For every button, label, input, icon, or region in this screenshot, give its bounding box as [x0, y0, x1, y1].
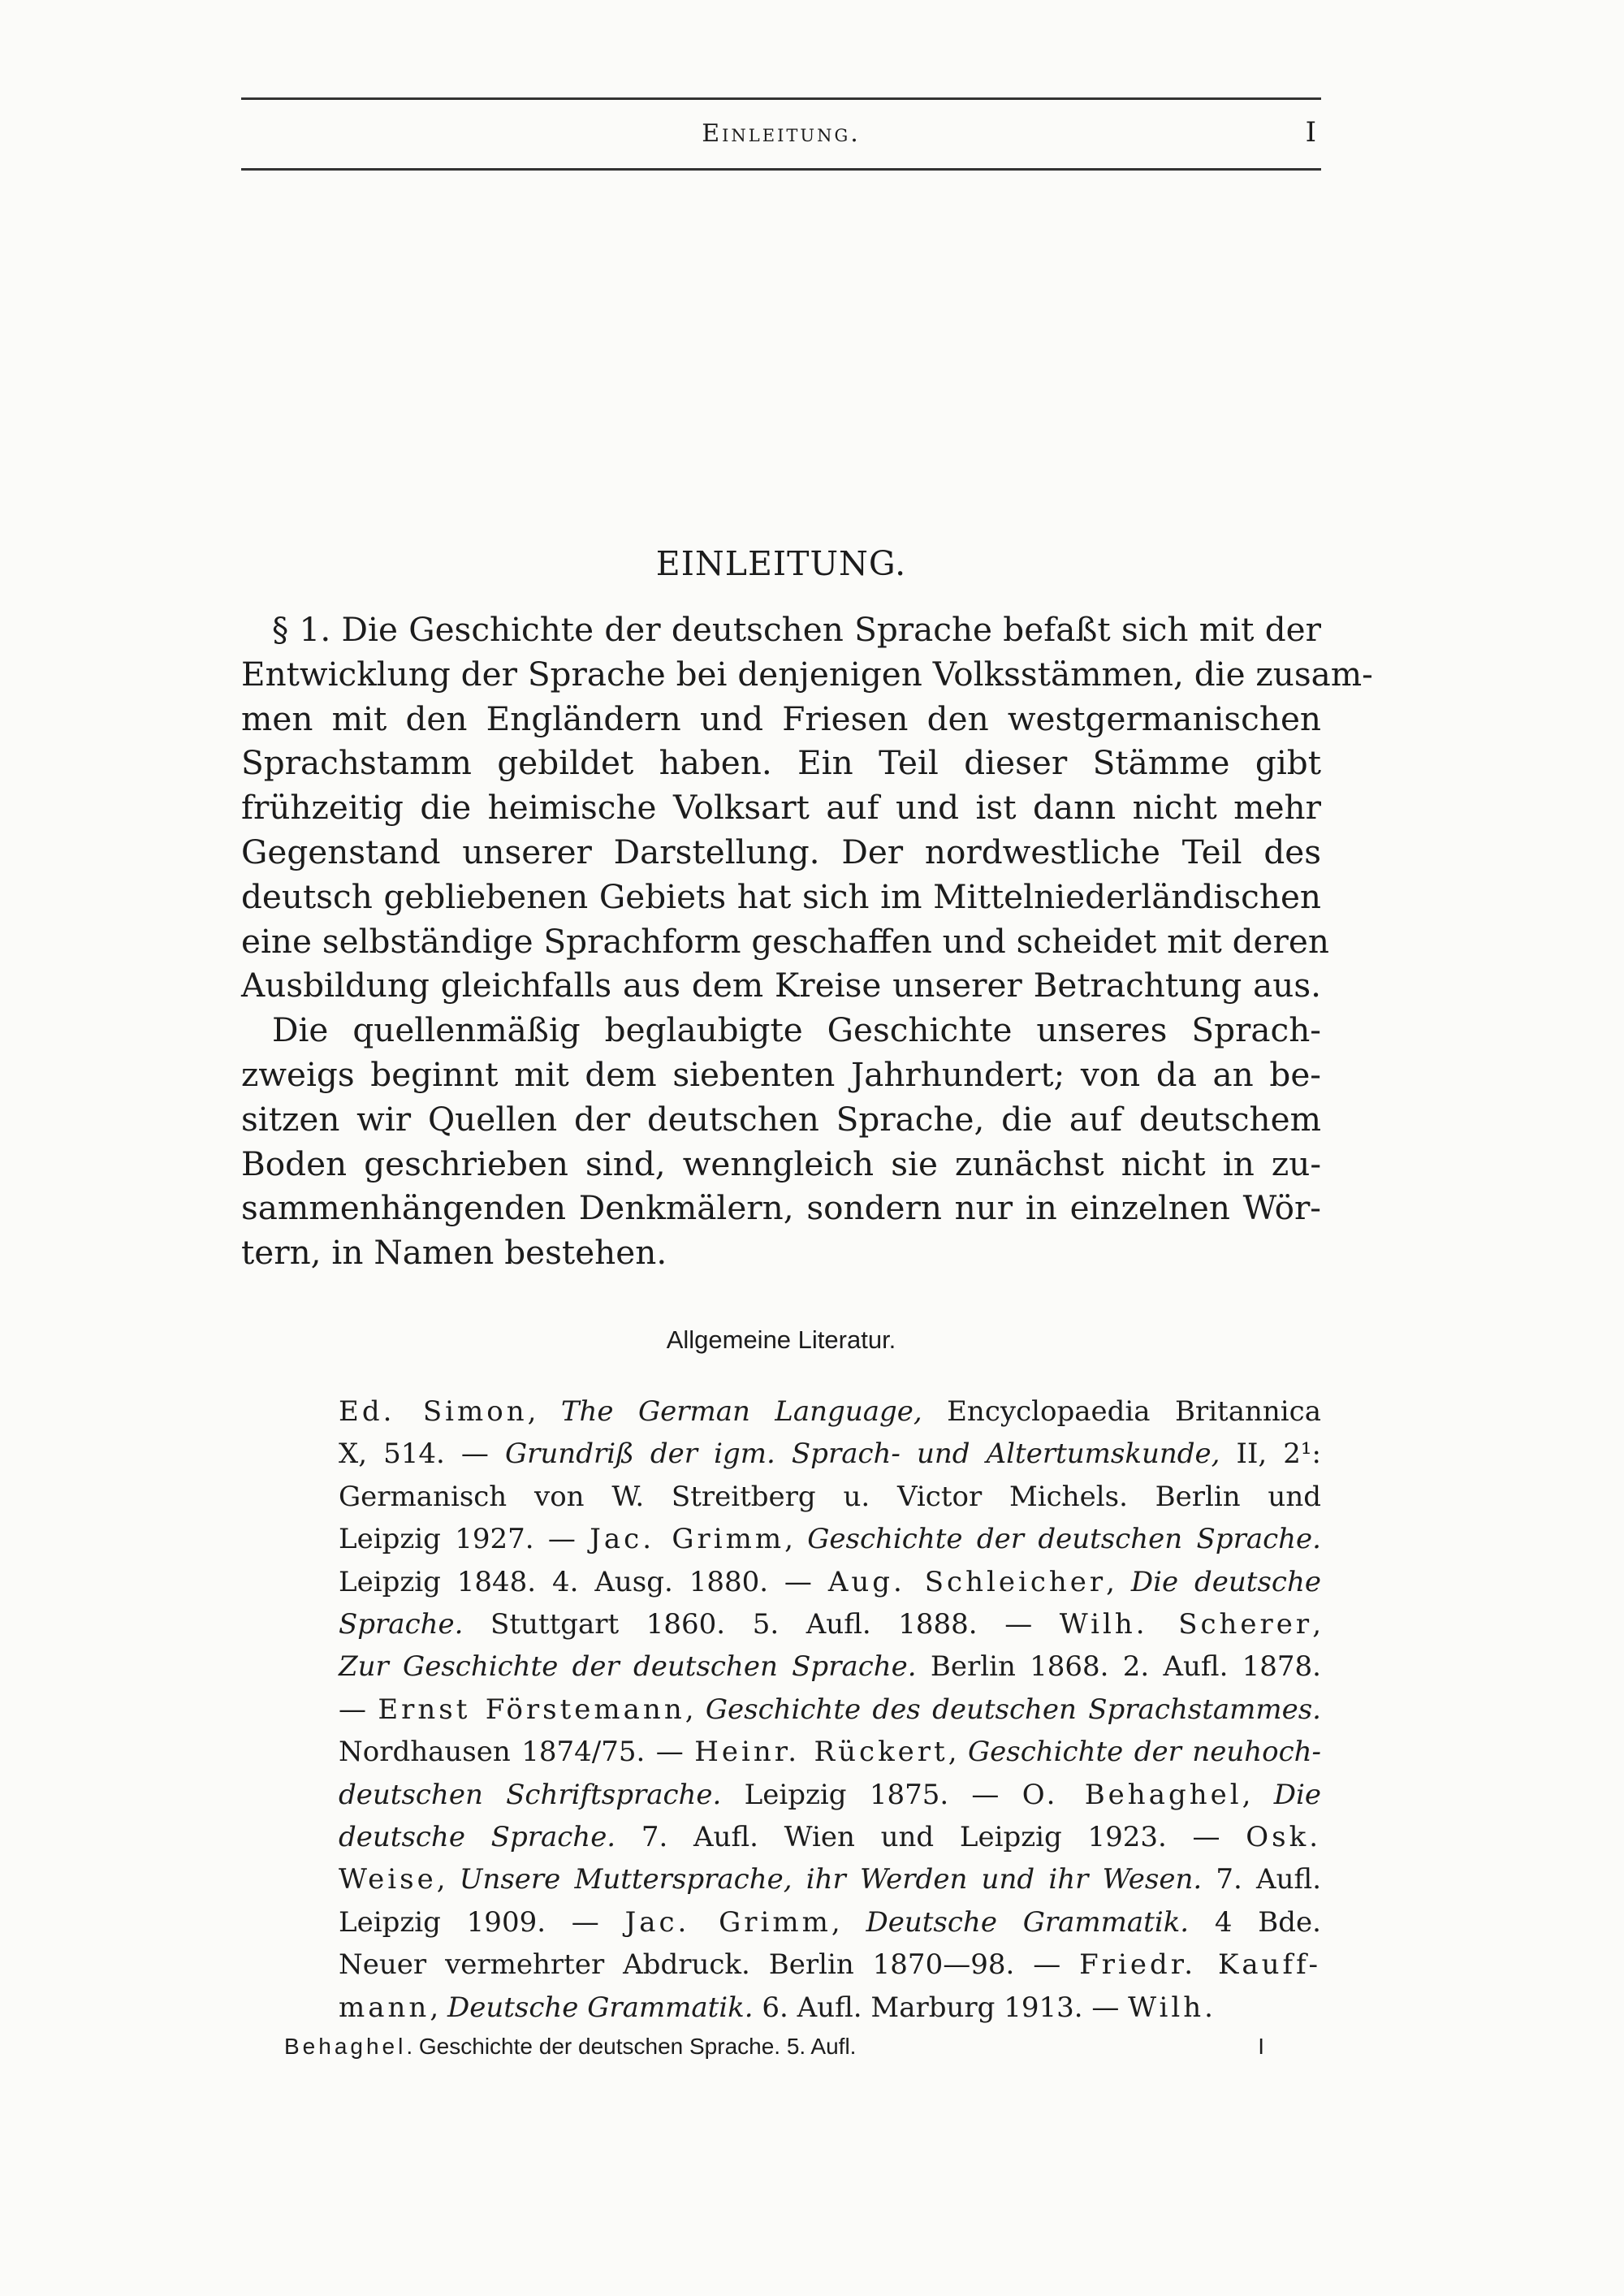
literature-line: [339, 1987, 1321, 2029]
author-name: Jac. Grimm: [624, 1905, 831, 1939]
work-title: Unsere Muttersprache, ihr Werden und ihr Wesen.: [459, 1863, 1203, 1896]
citation-text: ,: [685, 1693, 706, 1726]
literature-line: [339, 1901, 1321, 1944]
citation-text: II, 2¹:: [1220, 1438, 1321, 1471]
citation-text: 7. Aufl.: [1202, 1863, 1321, 1896]
work-title: Geschichte des deutschen Sprachstammes.: [705, 1693, 1321, 1726]
body-line: deutsch gebliebenen Gebiets hat sich im Mittelniederländischen: [241, 876, 1321, 916]
literature-line: [339, 1433, 1321, 1475]
author-name: Heinr. Rückert: [694, 1736, 948, 1769]
literature-line: [339, 1603, 1321, 1645]
work-title: Die deutsche: [1130, 1565, 1321, 1598]
body-line: Boden geschrieben sind, wenngleich sie zunächst nicht in zu-: [241, 1144, 1321, 1183]
author-name: O. Behaghel: [1021, 1778, 1242, 1811]
citation-text: X, 514. —: [339, 1438, 505, 1471]
work-title: Deutsche Grammatik.: [866, 1905, 1190, 1939]
literature-line: [339, 1731, 1321, 1773]
footer-note: [284, 2034, 856, 2060]
body-line: Gegenstand unserer Darstellung. Der nordwestliche Teil des: [241, 832, 1321, 871]
body-line: frühzeitig die heimische Volksart auf und ist dann nicht mehr: [241, 788, 1321, 828]
author-name: Jac. Grimm: [590, 1523, 785, 1556]
author-name: Wilh. Scherer: [1059, 1608, 1313, 1641]
citation-text: ,: [430, 1991, 447, 2024]
signature-mark: I: [1258, 2034, 1264, 2059]
citation-text: 4 Bde.: [1189, 1905, 1321, 1939]
author-name: Weise: [339, 1863, 437, 1896]
citation-text: Germanisch von W. Streitberg u. Victor Michels. Berlin und: [339, 1480, 1321, 1513]
citation-text: ,: [1106, 1565, 1131, 1598]
work-title: Zur Geschichte der deutschen Sprache.: [339, 1650, 917, 1684]
citation-text: ,: [1242, 1778, 1274, 1811]
citation-text: 6. Aufl. Marburg 1913. —: [753, 1991, 1129, 2024]
author-name: Osk.: [1246, 1821, 1321, 1854]
citation-text: ,: [831, 1905, 866, 1939]
body-line: Sprachstamm gebildet haben. Ein Teil dieser Stämme gibt: [241, 743, 1321, 783]
body-line: tern, in Namen bestehen.: [241, 1233, 667, 1273]
work-title: Deutsche Grammatik.: [447, 1991, 754, 2024]
citation-text: ,: [1312, 1608, 1321, 1641]
literature-line: [339, 1688, 1321, 1731]
citation-text: Leipzig 1875. —: [721, 1778, 1022, 1811]
body-line: zweigs beginnt mit dem siebenten Jahrhundert; von da an be-: [241, 1054, 1321, 1094]
literature-line: [339, 1816, 1321, 1858]
literature-line: [339, 1390, 1321, 1433]
page-number: I: [1305, 116, 1316, 149]
work-title: deutschen Schriftsprache.: [339, 1778, 722, 1811]
literature-block: [339, 1390, 1321, 2029]
body-line: sitzen wir Quellen der deutschen Sprache, die auf deutschem: [241, 1099, 1321, 1139]
citation-text: 7. Aufl. Wien und Leipzig 1923. —: [615, 1821, 1246, 1854]
citation-text: Leipzig 1927. —: [339, 1523, 590, 1556]
author-name: Aug. Schleicher: [827, 1565, 1107, 1598]
body-line: Die quellenmäßig beglaubigte Geschichte unseres Sprach-: [272, 1010, 1321, 1050]
author-name: Ed. Simon: [339, 1395, 528, 1428]
work-title: Geschichte der neuhoch-: [967, 1736, 1322, 1769]
citation-text: Berlin 1868. 2. Aufl. 1878.: [916, 1650, 1321, 1684]
body-line: § 1. Die Geschichte der deutschen Sprache befaßt sich mit der: [272, 610, 1321, 649]
citation-text: ,: [948, 1736, 968, 1769]
citation-text: Leipzig 1909. —: [339, 1905, 625, 1939]
literature-line: [339, 1476, 1321, 1518]
body-line: men mit den Engländern und Friesen den westgermanischen: [241, 698, 1321, 738]
work-title: Geschichte der deutschen Sprache.: [807, 1523, 1321, 1556]
literature-heading: Allgemeine Literatur.: [666, 1325, 896, 1354]
citation-text: Neuer vermehrter Abdruck. Berlin 1870—98. —: [339, 1948, 1080, 1982]
literature-line: [339, 1858, 1321, 1900]
literature-line: [339, 1645, 1321, 1688]
citation-text: ,: [784, 1523, 808, 1556]
work-title: Die: [1273, 1778, 1321, 1811]
author-name: Friedr. Kauff-: [1079, 1948, 1321, 1982]
literature-line: [339, 1774, 1321, 1816]
citation-text: Nordhausen 1874/75. —: [339, 1736, 695, 1769]
citation-text: Encyclopaedia Britannica: [922, 1395, 1321, 1428]
body-paragraph: [241, 608, 1373, 1275]
literature-line: [339, 1518, 1321, 1560]
literature-line: [339, 1561, 1321, 1603]
citation-text: Leipzig 1848. 4. Ausg. 1880. —: [339, 1565, 828, 1598]
running-head: [241, 97, 1321, 171]
body-line: sammenhängenden Denkmälern, sondern nur in einzelnen Wör-: [241, 1188, 1321, 1228]
author-name: Wilh.: [1128, 1991, 1216, 2024]
citation-text: —: [339, 1693, 378, 1726]
author-name: mann: [339, 1991, 430, 2024]
work-title: deutsche Sprache.: [339, 1821, 616, 1854]
citation-text: ,: [436, 1863, 460, 1896]
body-line: Ausbildung gleichfalls aus dem Kreise unserer Betrachtung aus.: [241, 966, 1321, 1005]
work-title: The German Language,: [560, 1395, 922, 1428]
body-line: eine selbständige Sprachform geschaffen und scheidet mit deren: [241, 921, 1329, 961]
work-title: Sprache.: [339, 1608, 464, 1641]
running-title: Einleitung.: [702, 119, 861, 148]
footer-title: . Geschichte der deutschen Sprache. 5. Aufl.: [406, 2034, 857, 2059]
body-line: Entwicklung der Sprache bei denjenigen Volksstämmen, die zusam-: [241, 654, 1373, 694]
literature-line: [339, 1944, 1321, 1986]
footer-author: Behaghel: [284, 2034, 407, 2059]
citation-text: Stuttgart 1860. 5. Aufl. 1888. —: [463, 1608, 1060, 1641]
chapter-title: EINLEITUNG.: [655, 544, 907, 583]
work-title: Grundriß der igm. Sprach- und Altertumskunde,: [504, 1438, 1220, 1471]
author-name: Ernst Förstemann: [378, 1693, 685, 1726]
citation-text: ,: [527, 1395, 561, 1428]
